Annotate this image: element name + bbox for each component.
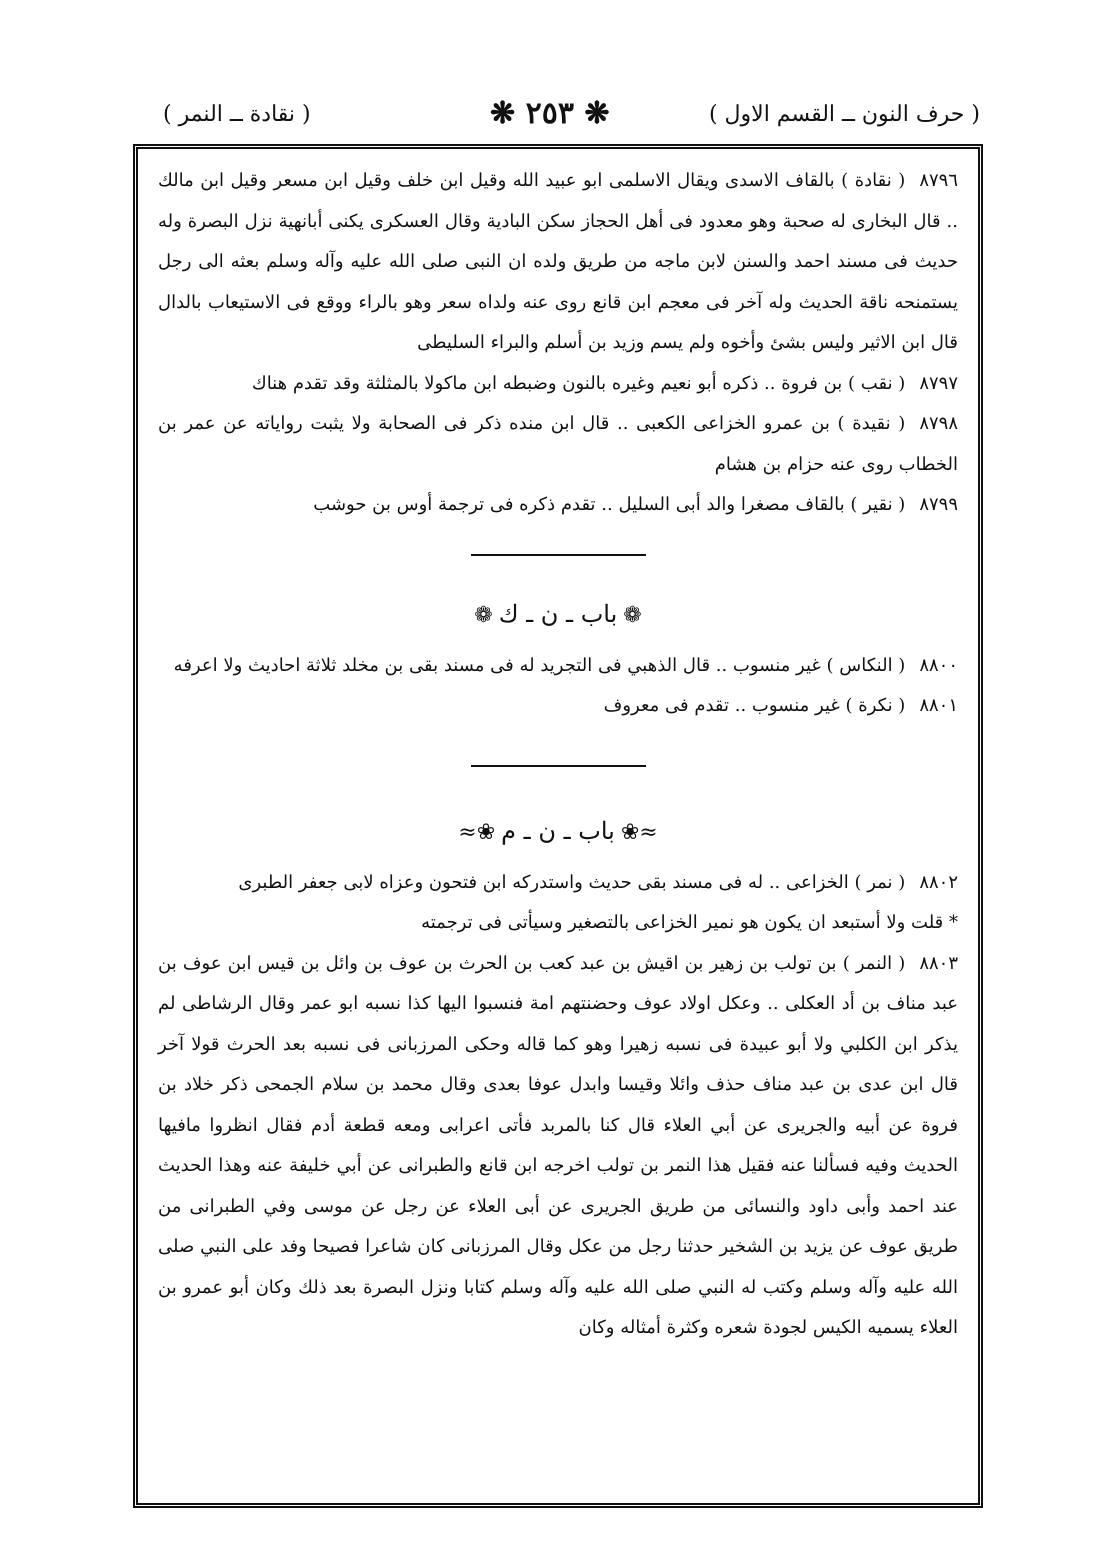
entry-number: ٨٨٠١ (919, 695, 958, 716)
entry-8801 (158, 686, 958, 727)
entry-8796 (158, 161, 958, 364)
editor-note (158, 903, 958, 944)
ornament-icon: ❁ (474, 602, 493, 628)
entry-text: ( نقب ) بن فروة .. ذكره أبو نعيم وغيره بالنون وضبطه ابن ماكولا بالمثلثة وقد تقدم هناك (251, 372, 906, 394)
ornament-left-icon: ❋ (490, 96, 516, 131)
page-body (158, 149, 958, 1503)
ornament-right-icon: ❋ (584, 96, 610, 131)
section-heading-text: باب ـ ن ـ ك (498, 599, 618, 628)
entry-text: ( نقادة ) بالقاف الاسدى ويقال الاسلمى ابو عبيد الله وقيل ابن خلف وقيل ابن مسعر وقيل ابن مالك .. قال البخارى له صحبة وهو معدود فى أهل الحجاز سكن البادية وقال العسكرى يكنى أبانهية نزل البصرة وله حديث فى مسند احمد والسنن لابن ماجه من طريق ولده ان النبى صلى الله عليه وآله وسلم بعثه الى رجل يستمنحه ناقة الحديث وله آخر فى معجم ابن قانع روى عنه ولداه سعر وهو بالراء ووقع فى الاستيعاب بالدال قال ابن الاثير وليس بشئ وأخوه ولم يسم وزيد بن أسلم والبراء السليطى (158, 170, 958, 353)
section-heading-nk (158, 584, 958, 646)
entries-group-nm (158, 863, 958, 1349)
entry-number: ٨٨٠٣ (919, 952, 958, 974)
ornament-icon: ❀≈ (458, 819, 496, 845)
page-frame (133, 144, 983, 1508)
entry-text: ( نمر ) الخزاعى .. له فى مسند بقى حديث واستدركه ابن فتحون وعزاه لابى جعفر الطبرى (238, 871, 906, 893)
entry-8802 (158, 863, 958, 904)
entry-8803 (158, 944, 958, 1349)
entry-text: * قلت ولا أستبعد ان يكون هو نمير الخزاعى بالتصغير وسيأتى فى ترجمته (421, 912, 958, 933)
entry-number: ٨٨٠٢ (919, 871, 958, 893)
divider-line (471, 554, 646, 556)
divider-line (471, 765, 646, 767)
section-heading-nm (158, 801, 958, 863)
page-number-value: ٢٥٣ (525, 96, 574, 131)
entry-text: ( النكاس ) غير منسوب .. قال الذهبي فى التجريد له فى مسند بقى بن مخلد ثلاثة احاديث ولا اعرفه (173, 654, 906, 676)
entry-text: ( النمر ) بن تولب بن زهير بن اقيش بن عبد كعب بن الحرث بن عوف بن وائل بن قيس ابن عوف بن عبد مناف بن أد العكلى .. وعكل اولاد عوف وحضنتهم امة فنسبوا اليها كذا نسبه ابو عمر وقال الرشاطى لم يذكر ابن الكلبي ولا أبو عبيدة فى نسبه زهيرا وهو كما قاله وحكى المرزبانى فى نسبه بعد الحرث قولا آخر قال ابن عدى بن عبد مناف حذف وائلا وقيسا وابدل عوفا بعدى وقال محمد بن سلام الجمحى ذكر خلاد بن فروة عن أبيه والجريرى عن أبي العلاء قال كنا بالمربد فأتى اعرابى ومعه قطعة أدم فقال انظروا مافيها الحديث وفيه فسألنا عنه فقيل هذا النمر بن تولب اخرجه ابن قانع والطبرانى عن أبي خليفة عنه وهذا الحديث عند احمد وأبى داود والنسائى من طريق الجريرى عن أبى العلاء عن رجل عن موسى وفي الطبرانى من طريق عوف عن يزيد بن الشخير حدثنا رجل من عكل وقال المرزبانى كان شاعرا فصيحا وفد على النبي صلى الله عليه وآله وسلم وكتب له النبي صلى الله عليه وآله وسلم كتابا ونزل البصرة بعد ذلك وكان أبو عمرو بن العلاء يسميه الكيس لجودة شعره وكثرة أمثاله وكان (158, 952, 958, 1338)
section-heading-text: باب ـ ن ـ م (501, 816, 615, 845)
entry-number: ٨٧٩٩ (919, 494, 958, 515)
entry-number: ٨٧٩٧ (919, 372, 958, 394)
entry-number: ٨٨٠٠ (919, 654, 958, 676)
entry-number: ٨٧٩٨ (919, 413, 958, 434)
entry-text: ( نقير ) بالقاف مصغرا والد أبى السليل .. تقدم ذكره فى ترجمة أوس بن حوشب (313, 494, 906, 515)
entries-group-nq (158, 149, 958, 526)
entries-group-nk (158, 646, 958, 727)
entry-8798 (158, 404, 958, 485)
entry-8799 (158, 485, 958, 526)
entry-number: ٨٧٩٦ (919, 170, 958, 191)
entry-8797 (158, 364, 958, 405)
entry-8800 (158, 646, 958, 687)
page-header (135, 96, 980, 140)
page-number (490, 96, 610, 131)
entry-text: ( نكرة ) غير منسوب .. تقدم فى معروف (603, 695, 906, 716)
header-chapter-title: ( حرف النون ــ القسم الاول ) (708, 102, 980, 127)
header-section-title: ( نقادة ــ النمر ) (163, 102, 311, 127)
ornament-icon: ≈❀ (620, 819, 658, 845)
ornament-icon: ❁ (623, 602, 642, 628)
entry-text: ( نقيدة ) بن عمرو الخزاعى الكعبى .. قال ابن منده ذكر فى الصحابة ولا يثبت رواياته عن عمر بن الخطاب روى عنه حزام بن هشام (158, 413, 958, 475)
